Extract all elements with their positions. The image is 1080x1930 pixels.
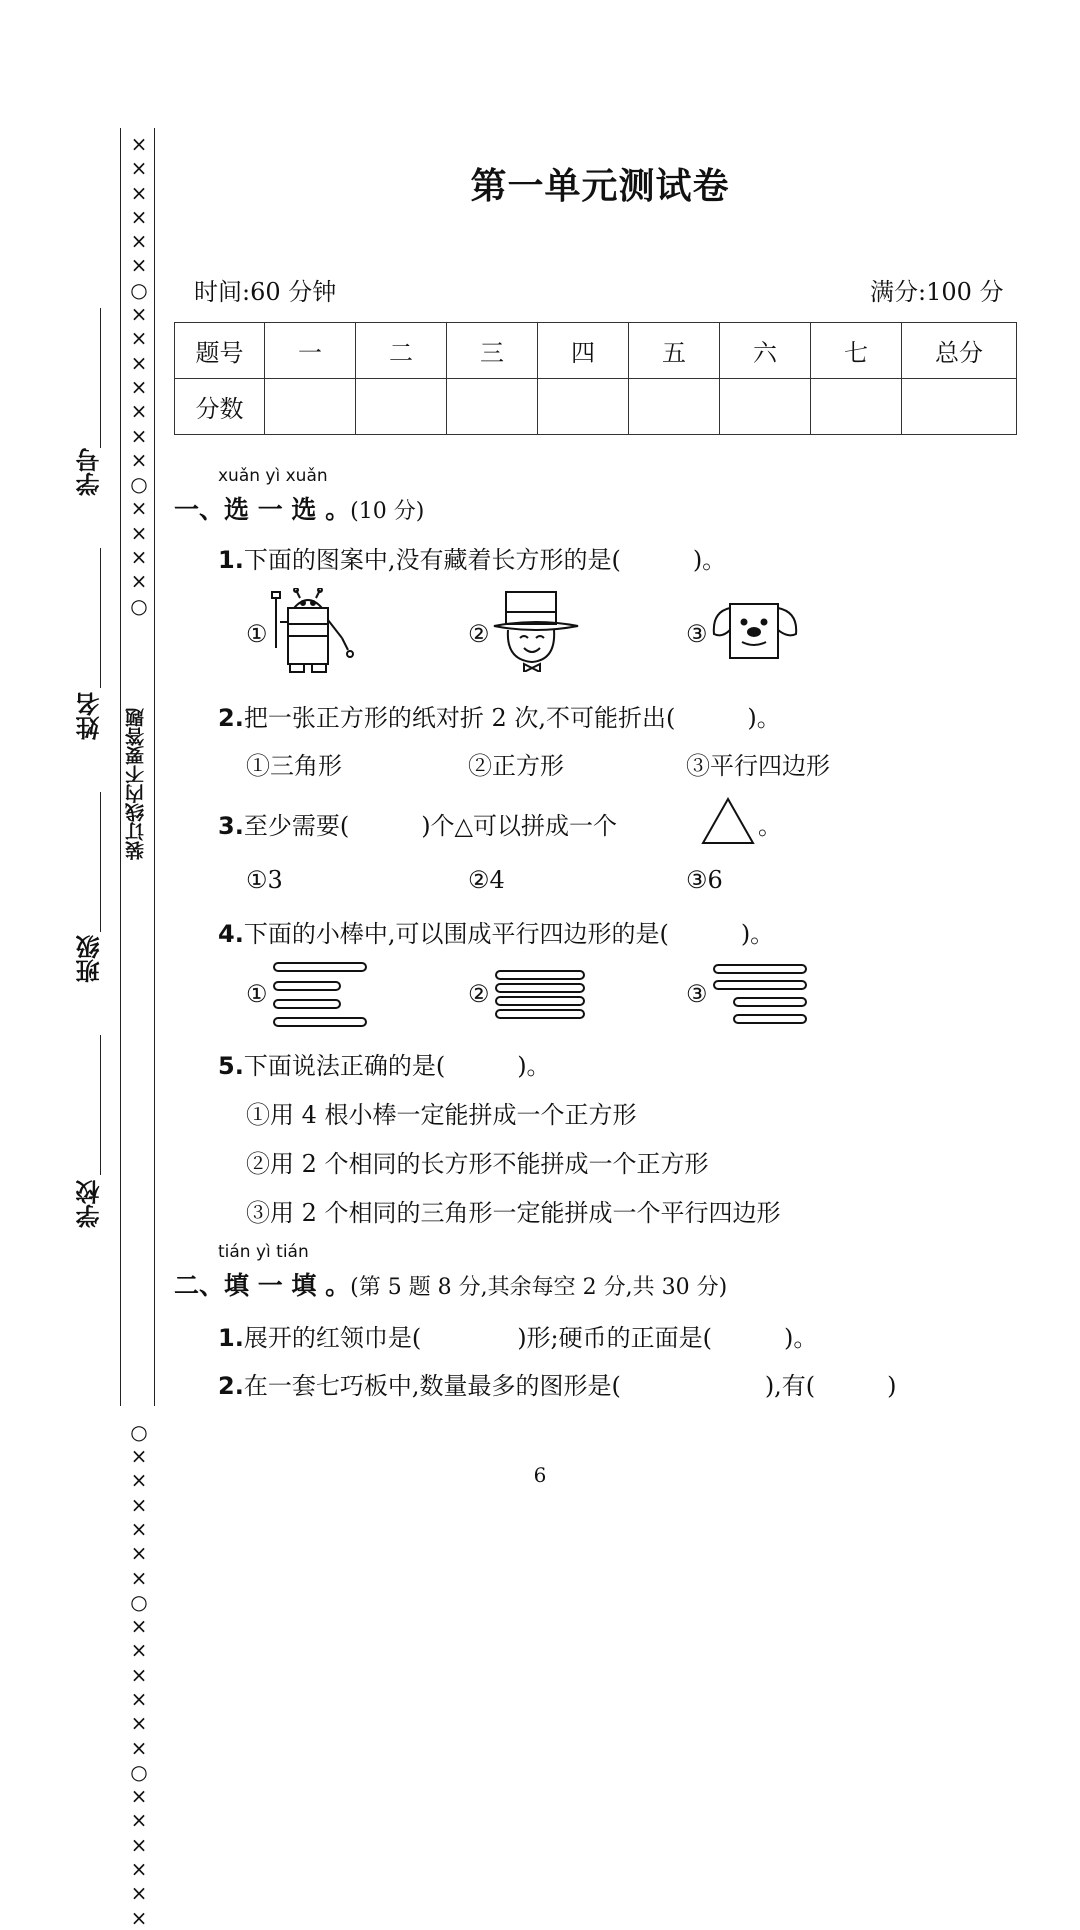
cross-mark-icon: ×	[130, 1614, 148, 1639]
class-line	[100, 792, 101, 932]
s1-q4-num: 4.	[218, 920, 244, 948]
s1-q1-opt1-label: ①	[246, 620, 268, 648]
name-label: 姓名	[76, 692, 104, 740]
score-header-cell: 题号	[175, 323, 265, 379]
hat-face-figure	[492, 590, 580, 672]
s1-q2-opt1: ①三角形	[246, 752, 342, 780]
score-header-cell: 五	[629, 323, 720, 379]
s1-q3-num: 3.	[218, 812, 244, 840]
s2-q2	[218, 1366, 897, 1401]
s1-q5-num: 5.	[218, 1052, 244, 1080]
cross-mark-icon: ×	[130, 1492, 148, 1517]
cross-mark-icon	[126, 982, 152, 1006]
cross-mark-icon	[126, 618, 152, 642]
cross-mark-icon: ×	[130, 1565, 148, 1590]
cross-mark-icon	[126, 1104, 152, 1128]
s1-q3-end: 。	[758, 812, 782, 840]
score-header-cell: 一	[265, 323, 356, 379]
s1-q4-opt2-label: ②	[468, 980, 490, 1008]
score-cell[interactable]	[265, 379, 356, 435]
cross-mark-icon: ×	[130, 229, 148, 254]
stick	[496, 997, 584, 1005]
cross-mark-icon	[126, 1055, 152, 1079]
sticks-set-1	[270, 960, 370, 1030]
cross-mark-icon: ×	[130, 1905, 148, 1930]
cross-mark-icon: ×	[130, 1808, 148, 1833]
circle-mark-icon: ○	[130, 593, 148, 618]
score-table-header-row	[175, 323, 1017, 379]
section1-title: 一、选 一 选 。	[174, 495, 351, 524]
score-cell[interactable]	[902, 379, 1017, 435]
cross-mark-icon	[126, 1323, 152, 1347]
cross-mark-icon: ×	[130, 545, 148, 570]
score-header-cell: 二	[356, 323, 447, 379]
cross-mark-icon	[126, 1347, 152, 1371]
s1-q2-num: 2.	[218, 704, 244, 732]
cross-mark-icon: ×	[130, 1516, 148, 1541]
stick	[274, 1000, 340, 1008]
stick	[734, 1015, 806, 1023]
stick	[496, 984, 584, 992]
section2-heading	[174, 1266, 727, 1302]
circle-mark-icon: ○	[130, 1589, 148, 1614]
sticks-set-3	[710, 962, 810, 1028]
robot-figure	[270, 588, 356, 676]
section1-pinyin: xuǎn yì xuǎn	[218, 466, 328, 486]
s1-q3-opt1: ①3	[246, 866, 283, 894]
stick	[274, 1018, 366, 1026]
circle-mark-icon: ○	[130, 277, 148, 302]
s2-q2-text: 在一套七巧板中,数量最多的图形是( ),有( )	[243, 1372, 897, 1400]
binding-warning: 装订线内不要答题	[125, 708, 147, 860]
s1-q5-opt1: ①用 4 根小棒一定能拼成一个正方形	[246, 1101, 637, 1129]
student-id-label: 学号	[76, 448, 104, 496]
stick	[714, 965, 806, 973]
section2-pinyin: tián yì tián	[218, 1242, 309, 1262]
time-limit: 时间:60 分钟	[194, 278, 337, 306]
cross-mark-icon: ×	[130, 374, 148, 399]
cross-mark-icon: ×	[130, 496, 148, 521]
score-header-cell: 总分	[902, 323, 1017, 379]
cross-mark-icon: ×	[130, 1444, 148, 1469]
score-cell[interactable]	[811, 379, 902, 435]
cross-mark-icon: ×	[130, 520, 148, 545]
cross-mark-icon: ×	[130, 350, 148, 375]
cross-mark-icon: ×	[130, 302, 148, 327]
score-cell[interactable]	[629, 379, 720, 435]
sticks-set-2	[492, 968, 588, 1020]
score-cell[interactable]	[720, 379, 811, 435]
cross-mark-icon	[126, 1250, 152, 1274]
binding-line-left	[120, 128, 121, 1406]
s1-q3-text: 至少需要( )个△可以拼成一个	[243, 812, 618, 840]
cross-mark-icon: ×	[130, 1784, 148, 1809]
cross-mark-icon: ×	[130, 1832, 148, 1857]
s1-q4-opt3-label: ③	[686, 980, 708, 1008]
score-cell[interactable]	[356, 379, 447, 435]
stick	[274, 963, 366, 971]
s1-q5-opt3: ③用 2 个相同的三角形一定能拼成一个平行四边形	[246, 1199, 781, 1227]
score-row-label: 分数	[175, 379, 265, 435]
s1-q4	[218, 914, 774, 949]
cross-mark-icon: ×	[130, 180, 148, 205]
score-table	[174, 322, 1017, 435]
binding-line-right	[154, 128, 155, 1406]
cross-mark-icon	[126, 885, 152, 909]
stick	[274, 982, 340, 990]
stick	[734, 998, 806, 1006]
score-header-cell: 四	[538, 323, 629, 379]
s1-q2-opt2: ②正方形	[468, 752, 564, 780]
cross-mark-icon: ×	[130, 447, 148, 472]
s2-q1	[218, 1318, 817, 1353]
cross-mark-icon: ×	[130, 1541, 148, 1566]
s1-q2-opt3: ③平行四边形	[686, 752, 830, 780]
cross-mark-icon: ×	[130, 1468, 148, 1493]
cross-mark-icon: ×	[130, 253, 148, 278]
stick	[496, 1010, 584, 1018]
score-header-cell: 七	[811, 323, 902, 379]
section2-title: 二、填 一 填 。	[174, 1271, 351, 1300]
s1-q4-opt1-label: ①	[246, 980, 268, 1008]
class-label: 班级	[76, 935, 104, 983]
cross-mark-icon	[126, 1371, 152, 1395]
name-line	[100, 548, 101, 688]
cross-mark-icon	[126, 1007, 152, 1031]
cross-mark-icon	[126, 910, 152, 934]
student-id-line	[100, 308, 101, 448]
s1-q1-opt2-label: ②	[468, 620, 490, 648]
s1-q5-text: 下面说法正确的是( )。	[243, 1052, 551, 1080]
score-cell[interactable]	[538, 379, 629, 435]
page-title: 第一单元测试卷	[470, 166, 730, 207]
binding-marks	[126, 132, 152, 1930]
cross-mark-icon: ×	[130, 326, 148, 351]
cross-mark-icon: ×	[130, 132, 148, 156]
cross-mark-icon	[126, 1298, 152, 1322]
s1-q2-text: 把一张正方形的纸对折 2 次,不可能折出( )。	[243, 704, 781, 732]
dog-figure	[710, 600, 800, 662]
cross-mark-icon	[126, 667, 152, 691]
s1-q1	[218, 540, 726, 575]
cross-mark-icon	[126, 934, 152, 958]
cross-mark-icon: ×	[130, 1857, 148, 1882]
big-triangle-figure	[700, 796, 756, 846]
cross-mark-icon	[126, 1274, 152, 1298]
cross-mark-icon: ×	[130, 423, 148, 448]
s1-q4-text: 下面的小棒中,可以围成平行四边形的是( )。	[243, 920, 775, 948]
full-score: 满分:100 分	[870, 278, 1004, 306]
score-header-cell: 三	[447, 323, 538, 379]
cross-mark-icon: ×	[130, 1687, 148, 1711]
cross-mark-icon: ×	[130, 1662, 148, 1687]
stick	[496, 971, 584, 979]
page-number: 6	[533, 1463, 547, 1487]
school-line	[100, 1035, 101, 1175]
cross-mark-icon	[126, 1177, 152, 1201]
s1-q1-opt3-label: ③	[686, 620, 708, 648]
cross-mark-icon: ×	[130, 204, 148, 229]
s1-q3-opt3: ③6	[686, 866, 723, 894]
cross-mark-icon: ×	[130, 399, 148, 424]
cross-mark-icon: ×	[130, 1711, 148, 1736]
section2-note: (第 5 题 8 分,其余每空 2 分,共 30 分)	[350, 1275, 728, 1300]
circle-mark-icon: ○	[130, 1759, 148, 1784]
cross-mark-icon: ×	[130, 569, 148, 594]
cross-mark-icon	[126, 1395, 152, 1419]
s1-q5	[218, 1046, 551, 1081]
cross-mark-icon	[126, 1080, 152, 1104]
circle-mark-icon: ○	[130, 1419, 148, 1444]
score-table-score-row	[175, 379, 1017, 435]
cross-mark-icon	[126, 1225, 152, 1249]
s1-q3	[218, 806, 617, 841]
cross-mark-icon	[126, 1201, 152, 1225]
s1-q5-opt2: ②用 2 个相同的长方形不能拼成一个正方形	[246, 1150, 709, 1178]
s2-q1-text: 展开的红领巾是( )形;硬币的正面是( )。	[243, 1324, 818, 1352]
cross-mark-icon: ×	[130, 156, 148, 181]
section1-heading	[174, 490, 424, 526]
s2-q2-num: 2.	[218, 1372, 244, 1400]
cross-mark-icon	[126, 958, 152, 982]
s1-q1-num: 1.	[218, 546, 244, 574]
circle-mark-icon: ○	[130, 472, 148, 497]
s1-q2	[218, 698, 781, 733]
stick	[714, 981, 806, 989]
score-header-cell: 六	[720, 323, 811, 379]
cross-mark-icon	[126, 861, 152, 885]
cross-mark-icon: ×	[130, 1881, 148, 1906]
cross-mark-icon	[126, 642, 152, 666]
cross-mark-icon	[126, 1031, 152, 1055]
section1-note: (10 分)	[350, 499, 425, 524]
cross-mark-icon: ×	[130, 1638, 148, 1663]
cross-mark-icon: ×	[130, 1735, 148, 1760]
s1-q3-opt2: ②4	[468, 866, 505, 894]
school-label: 学校	[76, 1180, 104, 1228]
cross-mark-icon	[126, 1128, 152, 1152]
score-cell[interactable]	[447, 379, 538, 435]
cross-mark-icon	[126, 1152, 152, 1176]
s2-q1-num: 1.	[218, 1324, 244, 1352]
s1-q1-text: 下面的图案中,没有藏着长方形的是( )。	[243, 546, 727, 574]
